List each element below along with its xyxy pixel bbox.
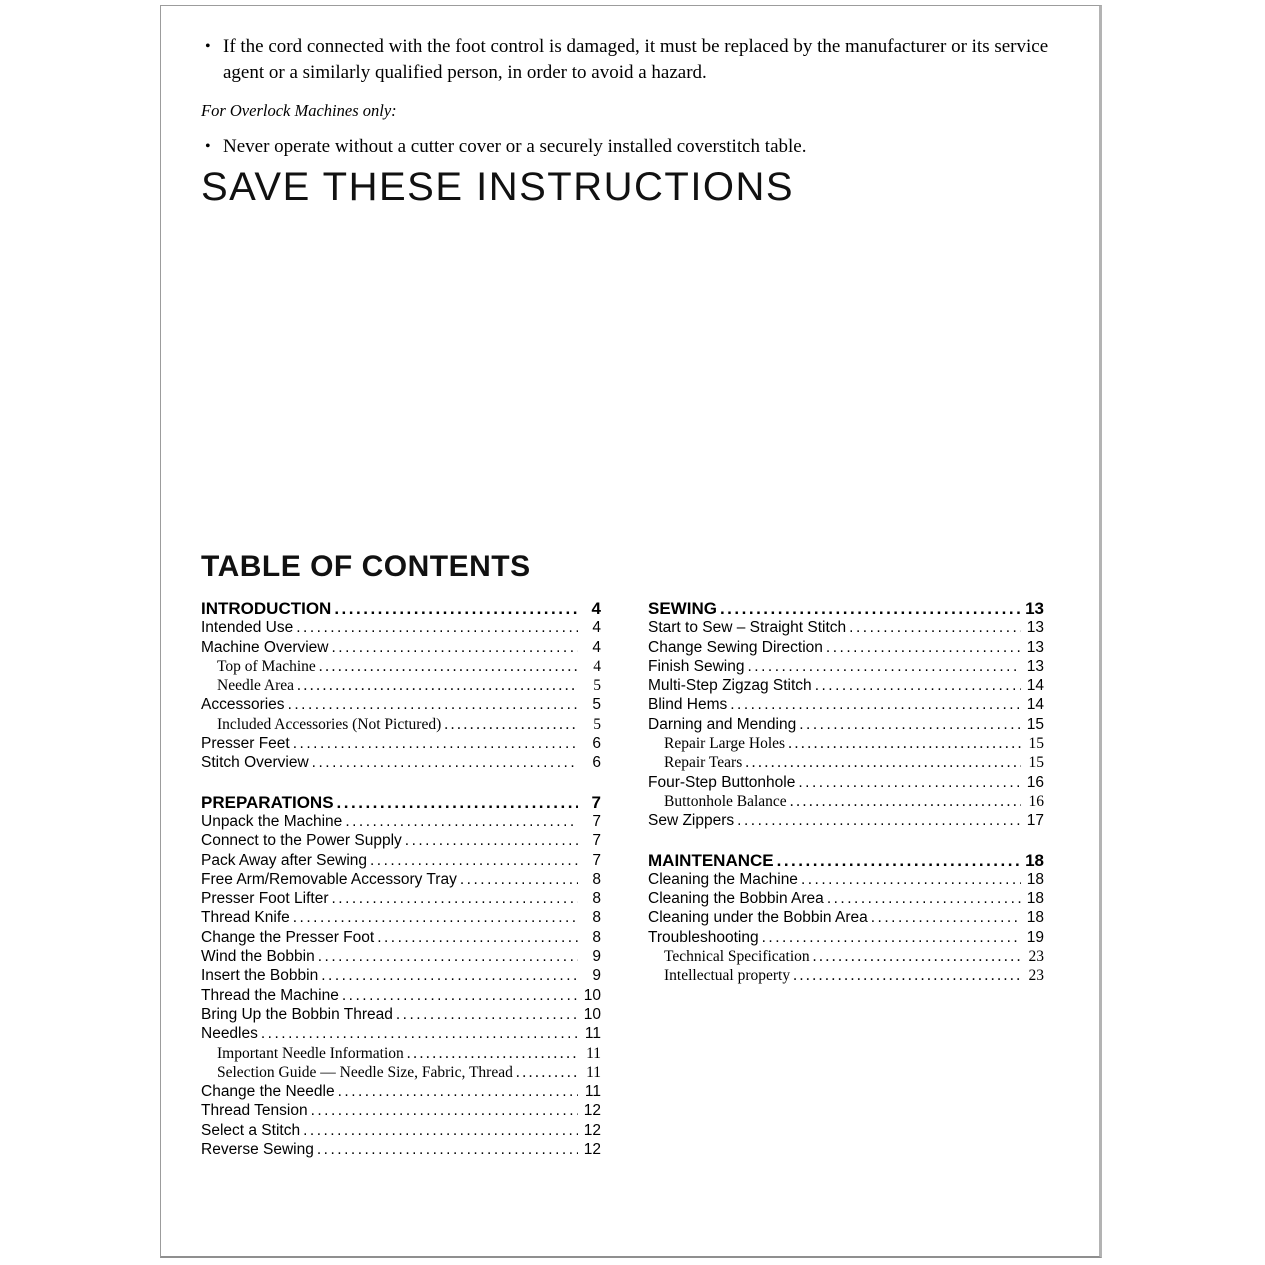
toc-entry-page-number: 6 xyxy=(592,735,601,753)
toc-entry-label: Connect to the Power Supply xyxy=(201,832,402,850)
toc-entry-label: Cleaning the Machine xyxy=(648,870,798,888)
toc-entry-page-number: 10 xyxy=(583,1005,601,1023)
toc-entry-label: Thread Tension xyxy=(201,1102,308,1120)
toc-section-heading-label: SEWING xyxy=(648,599,717,618)
toc-subentry-row xyxy=(648,753,1044,772)
toc-dot-leader xyxy=(288,695,578,714)
toc-dot-leader xyxy=(317,1140,578,1159)
toc-entry-page-number: 11 xyxy=(584,1083,601,1101)
toc-entry-row xyxy=(201,851,601,870)
toc-entry-label: Thread Knife xyxy=(201,909,290,927)
toc-subentry-label: Technical Specification xyxy=(664,948,810,966)
toc-entry-row xyxy=(201,1121,601,1140)
toc-entry-row xyxy=(201,812,601,831)
toc-dot-leader xyxy=(826,638,1021,657)
toc-entry-label: Multi-Step Zigzag Stitch xyxy=(648,677,812,695)
toc-entry-page-number: 4 xyxy=(592,638,601,656)
toc-entry-page-number: 13 xyxy=(1026,619,1044,637)
toc-columns xyxy=(201,599,1044,1159)
toc-dot-leader xyxy=(345,812,578,831)
toc-entry-label: Thread the Machine xyxy=(201,986,339,1004)
toc-dot-leader xyxy=(396,1005,578,1024)
toc-section-heading-page-number: 13 xyxy=(1025,599,1044,618)
toc-section xyxy=(648,599,1044,831)
toc-entry-page-number: 19 xyxy=(1026,928,1044,946)
toc-entry-row xyxy=(648,870,1044,889)
toc-subentry-page-number: 23 xyxy=(1028,948,1044,966)
toc-entry-row xyxy=(648,618,1044,637)
toc-entry-page-number: 17 xyxy=(1026,812,1044,830)
toc-dot-leader xyxy=(312,753,578,772)
toc-entry-page-number: 16 xyxy=(1026,773,1044,791)
toc-dot-leader xyxy=(319,657,578,676)
toc-dot-leader xyxy=(311,1101,578,1120)
toc-subentry-page-number: 5 xyxy=(593,677,601,695)
toc-dot-leader xyxy=(799,715,1021,734)
toc-entry-label: Machine Overview xyxy=(201,638,329,656)
toc-section-heading-row xyxy=(648,599,1044,618)
toc-entry-row xyxy=(201,870,601,889)
toc-entry-page-number: 13 xyxy=(1026,638,1044,656)
toc-subentry-row xyxy=(201,1063,601,1082)
toc-entry-row xyxy=(648,715,1044,734)
toc-dot-leader xyxy=(261,1024,578,1043)
toc-dot-leader xyxy=(815,676,1021,695)
toc-subentry-row xyxy=(648,947,1044,966)
toc-section-heading-row xyxy=(201,599,601,618)
toc-entry-page-number: 8 xyxy=(592,909,601,927)
toc-dot-leader xyxy=(338,1082,578,1101)
toc-column xyxy=(201,599,601,1159)
toc-dot-leader xyxy=(813,947,1021,966)
toc-section xyxy=(648,851,1044,986)
toc-entry-page-number: 18 xyxy=(1026,909,1044,927)
toc-dot-leader xyxy=(790,792,1021,811)
toc-dot-leader xyxy=(849,618,1021,637)
toc-entry-label: Intended Use xyxy=(201,619,294,637)
toc-entry-label: Free Arm/Removable Accessory Tray xyxy=(201,870,457,888)
toc-subentry-label: Buttonhole Balance xyxy=(664,792,787,810)
toc-entry-row xyxy=(648,773,1044,792)
toc-entry-row xyxy=(201,1101,601,1120)
toc-entry-label: Unpack the Machine xyxy=(201,812,343,830)
toc-subentry-row xyxy=(201,676,601,695)
toc-entry-page-number: 14 xyxy=(1026,696,1044,714)
toc-dot-leader xyxy=(332,889,579,908)
toc-section-heading-label: PREPARATIONS xyxy=(201,792,334,812)
toc-entry-label: Change Sewing Direction xyxy=(648,638,823,656)
toc-column xyxy=(648,599,1044,1159)
toc-entry-row xyxy=(648,657,1044,676)
toc-entry-page-number: 12 xyxy=(583,1141,601,1159)
toc-dot-leader xyxy=(303,1121,578,1140)
toc-entry-page-number: 7 xyxy=(592,851,601,869)
toc-dot-leader xyxy=(788,734,1021,753)
toc-dot-leader xyxy=(871,908,1021,927)
toc-section xyxy=(201,793,601,1160)
toc-subentry-page-number: 11 xyxy=(586,1044,601,1062)
toc-subentry-row xyxy=(648,792,1044,811)
toc-entry-row xyxy=(201,908,601,927)
toc-entry-row xyxy=(201,889,601,908)
toc-dot-leader xyxy=(827,889,1021,908)
toc-subentry-row xyxy=(201,1044,601,1063)
toc-dot-leader xyxy=(745,753,1021,772)
toc-entry-page-number: 10 xyxy=(583,986,601,1004)
toc-entry-label: Bring Up the Bobbin Thread xyxy=(201,1005,393,1023)
bullet-marker: • xyxy=(205,38,211,55)
toc-entry-label: Reverse Sewing xyxy=(201,1141,314,1159)
toc-entry-label: Troubleshooting xyxy=(648,928,759,946)
toc-subentry-label: Included Accessories (Not Pictured) xyxy=(217,715,442,733)
toc-subentry-row xyxy=(201,657,601,676)
toc-entry-row xyxy=(201,618,601,637)
toc-entry-page-number: 18 xyxy=(1026,890,1044,908)
toc-subentry-page-number: 11 xyxy=(586,1063,601,1081)
toc-entry-label: Finish Sewing xyxy=(648,657,745,675)
toc-entry-label: Start to Sew – Straight Stitch xyxy=(648,619,847,637)
toc-dot-leader xyxy=(337,793,578,812)
toc-entry-row xyxy=(648,928,1044,947)
toc-entry-page-number: 6 xyxy=(592,754,601,772)
overlock-note: For Overlock Machines only: xyxy=(201,101,397,120)
toc-entry-page-number: 8 xyxy=(592,928,601,946)
toc-entry-label: Change the Needle xyxy=(201,1083,335,1101)
toc-entry-page-number: 8 xyxy=(592,890,601,908)
toc-subentry-label: Top of Machine xyxy=(217,657,316,675)
toc-subentry-page-number: 15 xyxy=(1028,754,1044,772)
toc-section xyxy=(201,599,601,773)
toc-entry-page-number: 14 xyxy=(1026,677,1044,695)
toc-entry-label: Select a Stitch xyxy=(201,1121,301,1139)
toc-entry-page-number: 12 xyxy=(583,1102,601,1120)
toc-entry-row xyxy=(201,638,601,657)
toc-entry-label: Pack Away after Sewing xyxy=(201,851,367,869)
toc-subentry-label: Needle Area xyxy=(217,677,295,695)
manual-page xyxy=(160,5,1102,1258)
toc-subentry-label: Repair Large Holes xyxy=(664,735,786,753)
toc-entry-label: Cleaning the Bobbin Area xyxy=(648,890,824,908)
toc-entry-row xyxy=(201,966,601,985)
toc-dot-leader xyxy=(762,928,1021,947)
toc-entry-label: Cleaning under the Bobbin Area xyxy=(648,909,868,927)
toc-subentry-label: Intellectual property xyxy=(664,967,791,985)
toc-entry-label: Stitch Overview xyxy=(201,754,309,772)
toc-dot-leader xyxy=(777,851,1021,870)
toc-dot-leader xyxy=(460,870,578,889)
toc-entry-page-number: 13 xyxy=(1026,657,1044,675)
toc-entry-label: Needles xyxy=(201,1025,258,1043)
toc-entry-page-number: 11 xyxy=(584,1025,601,1043)
toc-entry-page-number: 9 xyxy=(592,967,601,985)
toc-entry-row xyxy=(201,1082,601,1101)
toc-entry-row xyxy=(648,695,1044,714)
toc-dot-leader xyxy=(297,676,578,695)
toc-entry-label: Presser Foot Lifter xyxy=(201,890,329,908)
toc-entry-row xyxy=(201,1005,601,1024)
toc-entry-page-number: 9 xyxy=(592,948,601,966)
toc-subentry-page-number: 16 xyxy=(1028,792,1044,810)
bullet-marker: • xyxy=(205,138,211,155)
toc-entry-page-number: 5 xyxy=(592,696,601,714)
toc-dot-leader xyxy=(405,831,578,850)
toc-entry-page-number: 12 xyxy=(583,1121,601,1139)
toc-section-heading-row xyxy=(648,851,1044,870)
toc-entry-label: Wind the Bobbin xyxy=(201,948,315,966)
toc-entry-page-number: 18 xyxy=(1026,870,1044,888)
toc-entry-page-number: 7 xyxy=(592,832,601,850)
toc-dot-leader xyxy=(407,1044,578,1063)
toc-dot-leader xyxy=(321,966,578,985)
toc-subentry-row xyxy=(648,966,1044,985)
toc-entry-label: Sew Zippers xyxy=(648,812,735,830)
toc-entry-row xyxy=(201,1024,601,1043)
toc-dot-leader xyxy=(370,851,578,870)
toc-dot-leader xyxy=(342,986,578,1005)
toc-dot-leader xyxy=(737,811,1021,830)
toc-entry-row xyxy=(648,638,1044,657)
toc-dot-leader xyxy=(793,966,1021,985)
toc-dot-leader xyxy=(748,657,1022,676)
toc-subentry-row xyxy=(201,715,601,734)
toc-dot-leader xyxy=(516,1063,578,1082)
toc-dot-leader xyxy=(720,599,1021,618)
toc-dot-leader xyxy=(296,618,578,637)
toc-dot-leader xyxy=(377,928,578,947)
toc-entry-row xyxy=(201,1140,601,1159)
toc-dot-leader xyxy=(318,947,578,966)
toc-dot-leader xyxy=(444,715,578,734)
toc-entry-page-number: 7 xyxy=(592,812,601,830)
toc-entry-row xyxy=(201,928,601,947)
toc-dot-leader xyxy=(730,695,1021,714)
toc-entry-row xyxy=(648,889,1044,908)
safety-bullet-item xyxy=(201,34,1063,86)
toc-title: TABLE OF CONTENTS xyxy=(201,550,531,583)
toc-entry-row xyxy=(648,811,1044,830)
toc-subentry-row xyxy=(648,734,1044,753)
toc-dot-leader xyxy=(798,773,1021,792)
toc-entry-row xyxy=(201,695,601,714)
toc-section-heading-page-number: 7 xyxy=(591,792,601,812)
toc-entry-page-number: 15 xyxy=(1026,715,1044,733)
safety-text-block xyxy=(201,34,1063,209)
toc-subentry-page-number: 5 xyxy=(593,715,601,733)
toc-subentry-label: Repair Tears xyxy=(664,754,743,772)
toc-entry-page-number: 4 xyxy=(592,619,601,637)
toc-entry-row xyxy=(201,734,601,753)
toc-entry-label: Blind Hems xyxy=(648,696,728,714)
toc-entry-page-number: 8 xyxy=(592,870,601,888)
toc-dot-leader xyxy=(293,908,578,927)
toc-entry-row xyxy=(201,831,601,850)
toc-section-heading-label: MAINTENANCE xyxy=(648,850,774,870)
toc-entry-row xyxy=(648,676,1044,695)
toc-entry-row xyxy=(201,986,601,1005)
toc-subentry-label: Selection Guide — Needle Size, Fabric, Thread xyxy=(217,1063,513,1081)
toc-subentry-page-number: 4 xyxy=(593,657,601,675)
toc-subentry-page-number: 15 xyxy=(1028,735,1044,753)
toc-entry-label: Four-Step Buttonhole xyxy=(648,773,796,791)
safety-bullet-text: Never operate without a cutter cover or a securely installed coverstitch table. xyxy=(223,136,807,157)
toc-subentry-label: Important Needle Information xyxy=(217,1044,404,1062)
toc-entry-row xyxy=(201,753,601,772)
toc-section-heading-row xyxy=(201,793,601,812)
safety-bullet-item xyxy=(201,134,1063,160)
toc-entry-label: Darning and Mending xyxy=(648,715,797,733)
safety-bullet-text: If the cord connected with the foot control is damaged, it must be replaced by the manufacturer or its service agent or a similarly qualified person, in order to avoid a hazard. xyxy=(223,36,1049,83)
toc-section-heading-label: INTRODUCTION xyxy=(201,599,332,618)
toc-subentry-page-number: 23 xyxy=(1028,967,1044,985)
toc-dot-leader xyxy=(334,599,578,618)
toc-entry-row xyxy=(648,908,1044,927)
toc-entry-label: Presser Feet xyxy=(201,735,290,753)
save-instructions-heading: SAVE THESE INSTRUCTIONS xyxy=(201,165,795,209)
toc-dot-leader xyxy=(293,734,578,753)
toc-entry-label: Insert the Bobbin xyxy=(201,967,319,985)
toc-entry-label: Accessories xyxy=(201,696,285,714)
toc-section-heading-page-number: 18 xyxy=(1025,850,1044,870)
toc-section-heading-page-number: 4 xyxy=(591,599,601,618)
toc-dot-leader xyxy=(332,638,579,657)
toc-entry-label: Change the Presser Foot xyxy=(201,928,375,946)
toc-entry-row xyxy=(201,947,601,966)
toc-dot-leader xyxy=(801,870,1021,889)
